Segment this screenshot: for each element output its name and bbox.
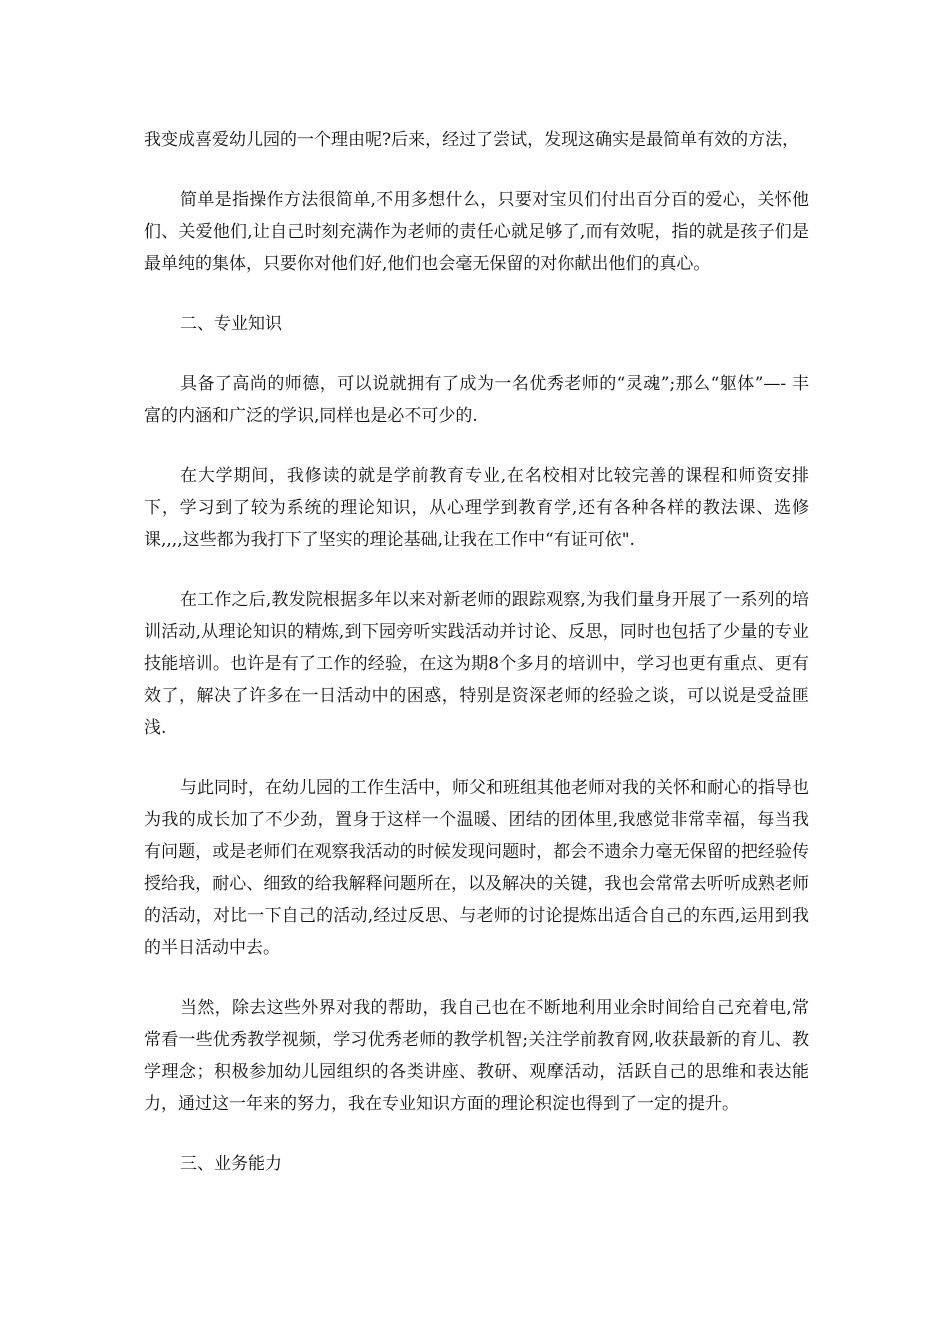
paragraph-4: 在大学期间，我修读的就是学前教育专业,在名校相对比较完善的课程和师资安排下，学习到了较为系统的理论知识，从心理学到教育学,还有各种各样的教法课、选修课,,,,这些都为我打下了坚实的理论基础,让我在工作中“有证可依". (144, 466, 809, 550)
paragraph-1: 我变成喜爱幼儿园的一个理由呢?后来，经过了尝试，发现这确实是最简单有效的方法， (144, 130, 800, 150)
section-heading-professional-knowledge: 二、专业知识 (180, 314, 282, 334)
section-heading-business-ability: 三、业务能力 (180, 1154, 282, 1174)
paragraph-7: 当然，除去这些外界对我的帮助，我自己也在不断地利用业余时间给自己充着电,常常看一些优秀教学视频，学习优秀老师的教学机智;关注学前教育网,收获最新的育儿、教学理念；积极参加幼儿园组织的各类讲座、教研、观摩活动，活跃自己的思维和表达能力，通过这一年来的努力，我在专业知识方面的理论积淀也得到了一定的提升。 (144, 998, 809, 1114)
document-body (144, 124, 809, 1208)
paragraph-2: 简单是指操作方法很简单,不用多想什么，只要对宝贝们付出百分百的爱心，关怀他们、关爱他们,让自己时刻充满作为老师的责任心就足够了,而有效呢，指的就是孩子们是最单纯的集体，只要你对他们好,他们也会毫无保留的对你献出他们的真心。 (144, 190, 809, 274)
paragraph-3: 具备了高尚的师德，可以说就拥有了成为一名优秀老师的“灵魂”;那么“躯体”—- 丰富的内涵和广泛的学识,同样也是必不可少的. (144, 374, 809, 426)
paragraph-5: 在工作之后,教发院根据多年以来对新老师的跟踪观察,为我们量身开展了一系列的培训活动,从理论知识的精炼,到下园旁听实践活动并讨论、反思，同时也包括了少量的专业技能培训。也许是有了工作的经验，在这为期8个多月的培训中，学习也更有重点、更有效了，解决了许多在一日活动中的困惑，特别是资深老师的经验之谈，可以说是受益匪浅. (144, 590, 809, 738)
paragraph-6: 与此同时，在幼儿园的工作生活中，师父和班组其他老师对我的关怀和耐心的指导也为我的成长加了不少劲，置身于这样一个温暖、团结的团体里,我感觉非常幸福，每当我有问题，或是老师们在观察我活动的时候发现问题时，都会不遗余力毫无保留的把经验传授给我，耐心、细致的给我解释问题所在，以及解决的关键，我也会常常去听听成熟老师的活动，对比一下自己的活动,经过反思、与老师的讨论提炼出适合自己的东西,运用到我的半日活动中去。 (144, 778, 809, 958)
